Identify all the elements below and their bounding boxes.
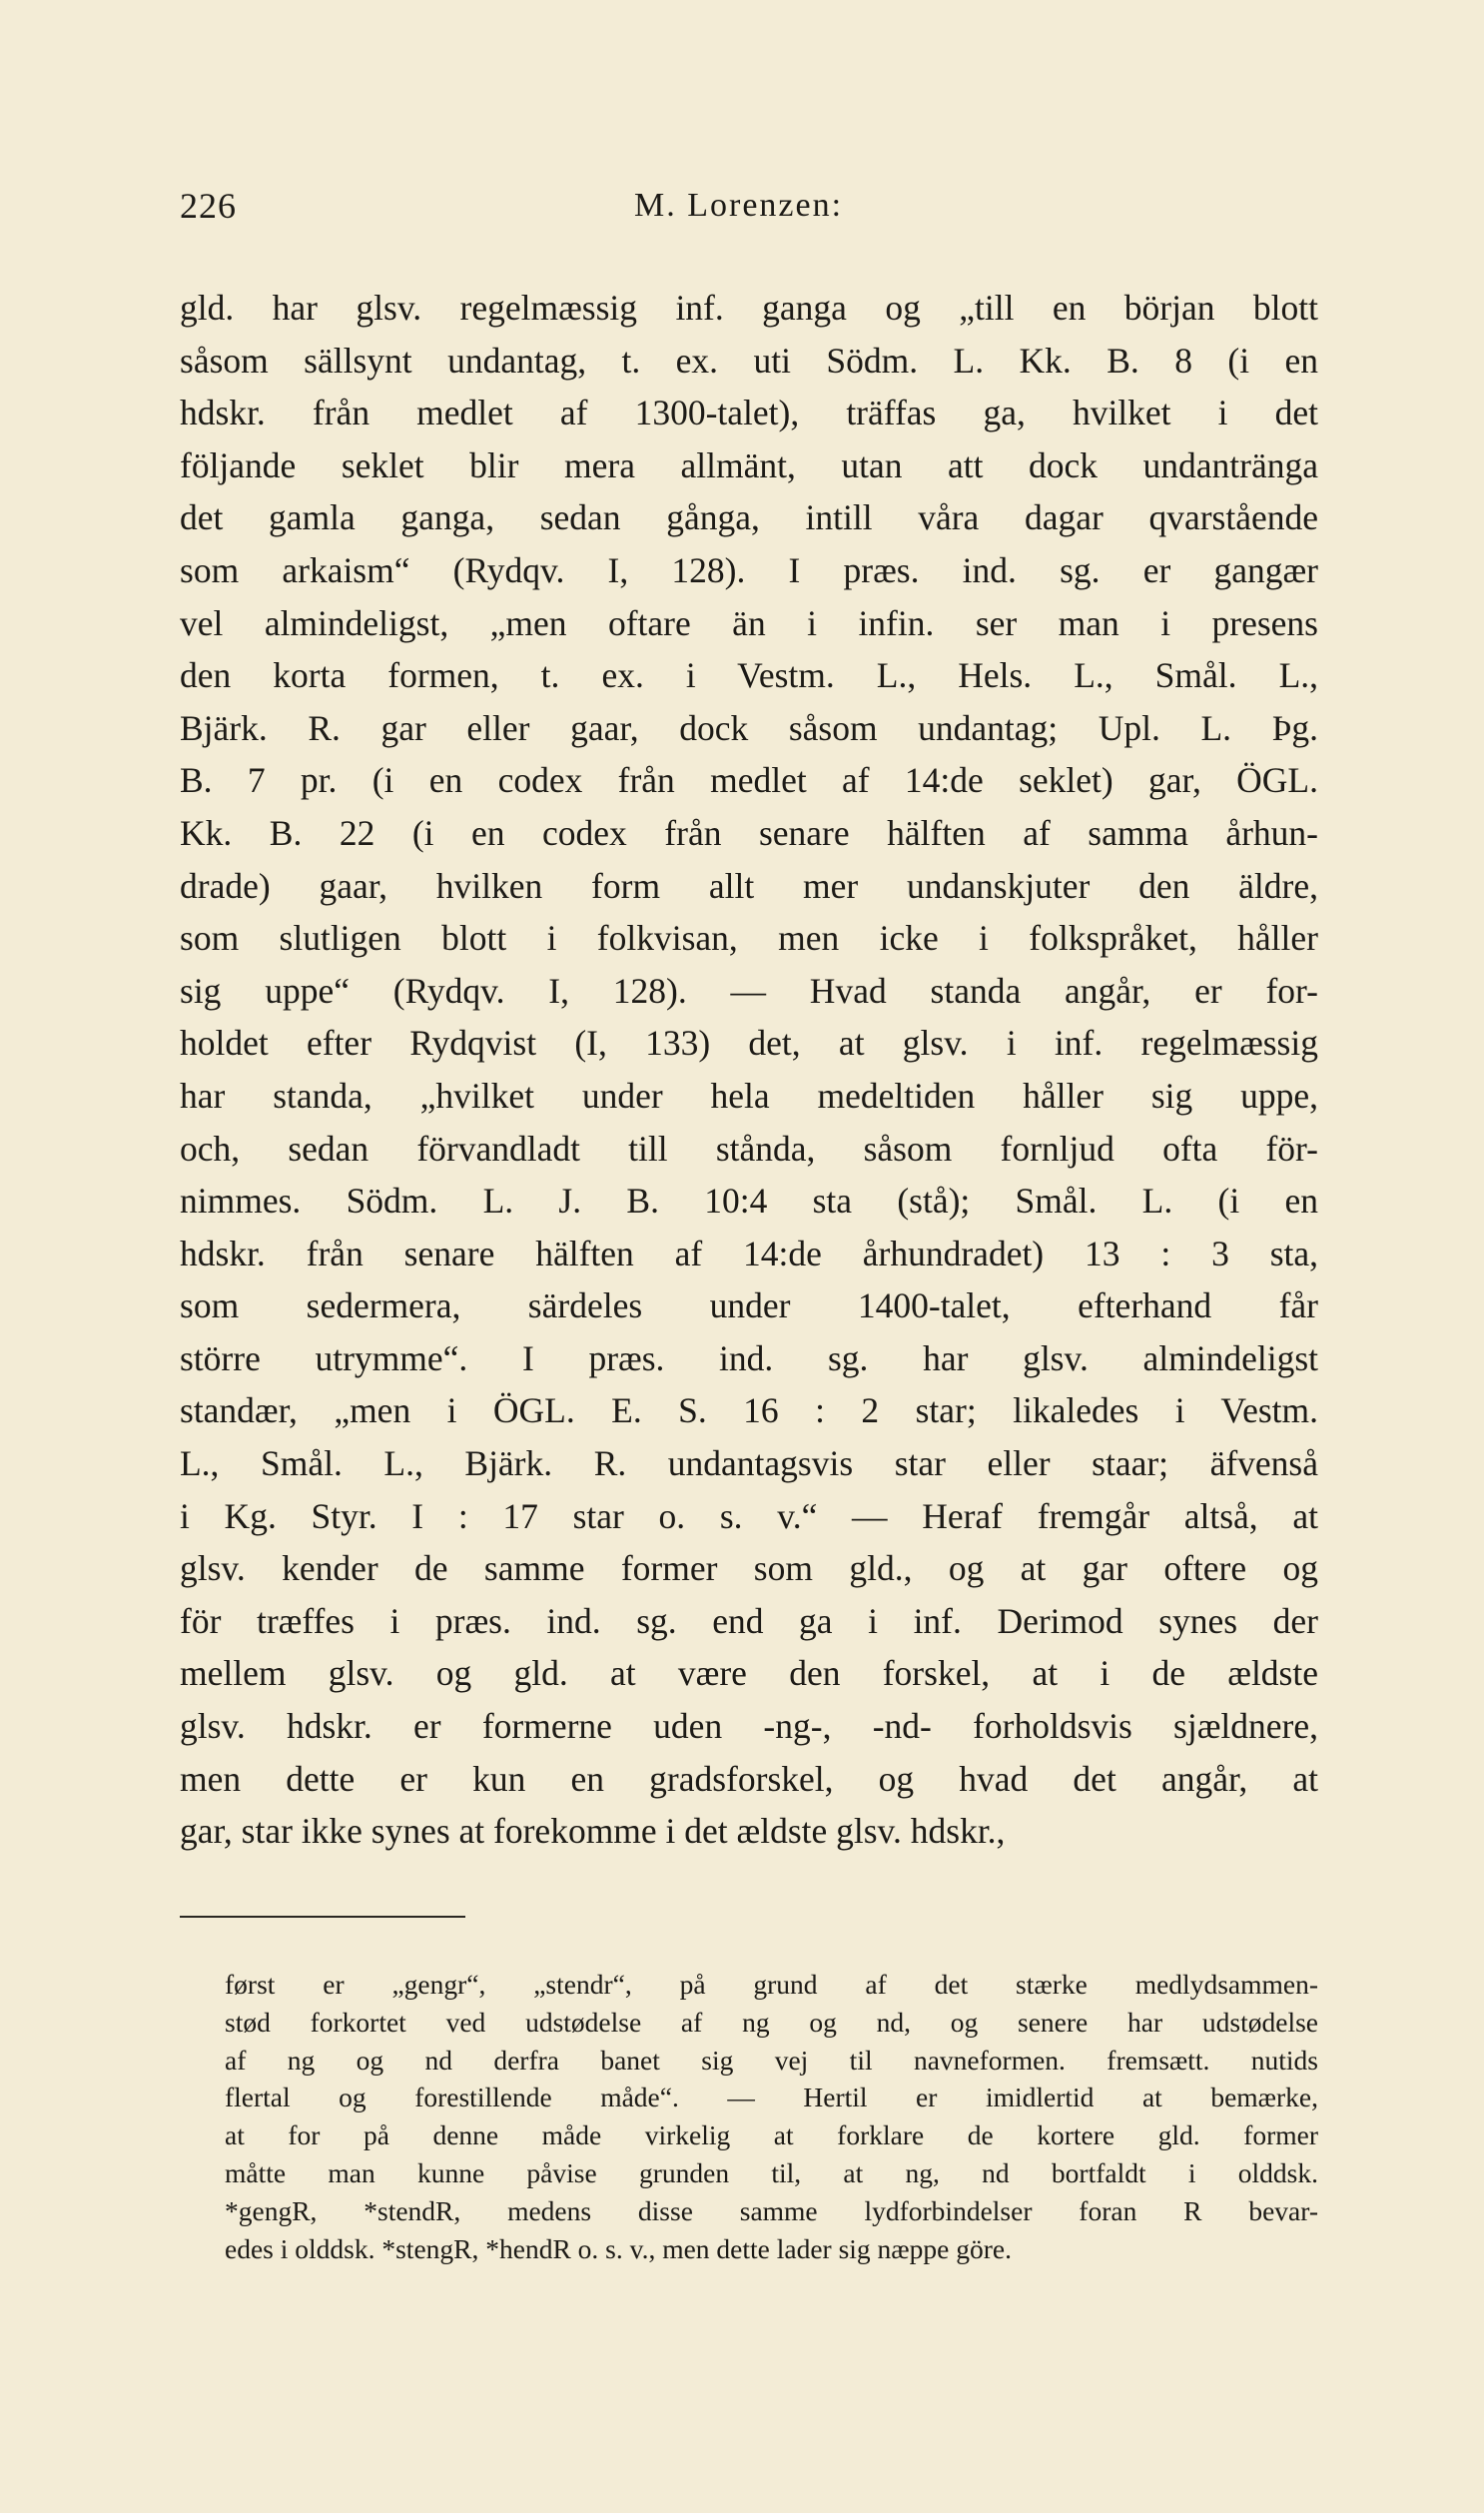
body-line: sig uppe“ (Rydqv. I, 128). — Hvad standa angår, er for- bbox=[180, 970, 1318, 1011]
body-line: den korta formen, t. ex. i Vestm. L., Hels. L., Smål. L., bbox=[180, 655, 1318, 696]
footnote-line: at for på denne måde virkelig at forklare de kortere gld. former bbox=[225, 2119, 1318, 2151]
body-line: holdet efter Rydqvist (I, 133) det, at glsv. i inf. regelmæssig bbox=[180, 1023, 1318, 1064]
body-line: följande seklet blir mera allmänt, utan att dock undantränga bbox=[180, 444, 1318, 485]
body-line: som arkaism“ (Rydqv. I, 128). I præs. ind. sg. er gangær bbox=[180, 549, 1318, 590]
body-line: har standa, „hvilket under hela medeltiden håller sig uppe, bbox=[180, 1075, 1318, 1116]
body-line: som slutligen blott i folkvisan, men icke i folkspråket, håller bbox=[180, 918, 1318, 959]
body-line: gar, star ikke synes at forekomme i det ældste glsv. hdskr., bbox=[180, 1811, 1006, 1852]
footnote-line: edes i olddsk. *stengR, *hendR o. s. v., men dette lader sig næppe göre. bbox=[225, 2232, 1012, 2264]
body-line: standær, „men i ÖGL. E. S. 16 : 2 star; likaledes i Vestm. bbox=[180, 1390, 1318, 1431]
body-line: större utrymme“. I præs. ind. sg. har glsv. almindeligst bbox=[180, 1337, 1318, 1378]
body-line: för træffes i præs. ind. sg. end ga i inf. Derimod synes der bbox=[180, 1600, 1318, 1641]
body-line: hdskr. från medlet af 1300-talet), träffas ga, hvilket i det bbox=[180, 393, 1318, 433]
body-line: som sedermera, särdeles under 1400-talet, efterhand får bbox=[180, 1285, 1318, 1326]
footnote bbox=[225, 1966, 1318, 2267]
body-line: det gamla ganga, sedan gånga, intill våra dagar qvarstående bbox=[180, 497, 1318, 538]
body-line: B. 7 pr. (i en codex från medlet af 14:de seklet) gar, ÖGL. bbox=[180, 760, 1318, 801]
body-line: glsv. hdskr. er formerne uden -ng-, -nd- forholdsvis sjældnere, bbox=[180, 1706, 1318, 1747]
footnote-line: stød forkortet ved udstødelse af ng og nd, og senere har udstødelse bbox=[225, 2006, 1318, 2038]
body-line: i Kg. Styr. I : 17 star o. s. v.“ — Heraf fremgår altså, at bbox=[180, 1495, 1318, 1536]
body-line: mellem glsv. og gld. at være den forskel, at i de ældste bbox=[180, 1653, 1318, 1694]
body-line: gld. har glsv. regelmæssig inf. ganga og „till en början blott bbox=[180, 288, 1318, 328]
body-line: L., Smål. L., Bjärk. R. undantagsvis star eller staar; äfvenså bbox=[180, 1443, 1318, 1484]
footnote-line: af ng og nd derfra banet sig vej til navneformen. fremsætt. nutids bbox=[225, 2044, 1318, 2076]
body-line: nimmes. Södm. L. J. B. 10:4 sta (stå); Smål. L. (i en bbox=[180, 1181, 1318, 1222]
footnote-line: måtte man kunne påvise grunden til, at ng, nd bortfaldt i olddsk. bbox=[225, 2156, 1318, 2188]
page-number: 226 bbox=[180, 186, 237, 226]
body-line: hdskr. från senare hälften af 14:de århundradet) 13 : 3 sta, bbox=[180, 1233, 1318, 1273]
body-line: och, sedan förvandladt till stånda, såsom fornljud ofta för- bbox=[180, 1128, 1318, 1169]
body-line: drade) gaar, hvilken form allt mer undanskjuter den äldre, bbox=[180, 865, 1318, 906]
footnote-divider bbox=[180, 1916, 465, 1918]
footnote-line: flertal og forestillende måde“. — Hertil er imidlertid at bemærke, bbox=[225, 2082, 1318, 2113]
body-text bbox=[180, 282, 1318, 1858]
footnote-line: først er „gengr“, „stendr“, på grund af det stærke medlydsammen- bbox=[225, 1969, 1318, 2000]
body-line: glsv. kender de samme former som gld., og at gar oftere og bbox=[180, 1548, 1318, 1589]
footnote-line: *gengR, *stendR, medens disse samme lydforbindelser foran R bevar- bbox=[225, 2194, 1318, 2226]
body-line: Bjärk. R. gar eller gaar, dock såsom undantag; Upl. L. Þg. bbox=[180, 707, 1318, 748]
body-line: såsom sällsynt undantag, t. ex. uti Södm. L. Kk. B. 8 (i en bbox=[180, 340, 1318, 381]
body-line: men dette er kun en gradsforskel, og hvad det angår, at bbox=[180, 1758, 1318, 1799]
page-header bbox=[180, 185, 1318, 245]
running-head: M. Lorenzen: bbox=[634, 187, 844, 224]
body-line: Kk. B. 22 (i en codex från senare hälften af samma århun- bbox=[180, 812, 1318, 853]
body-line: vel almindeligst, „men oftare än i infin. ser man i presens bbox=[180, 602, 1318, 643]
